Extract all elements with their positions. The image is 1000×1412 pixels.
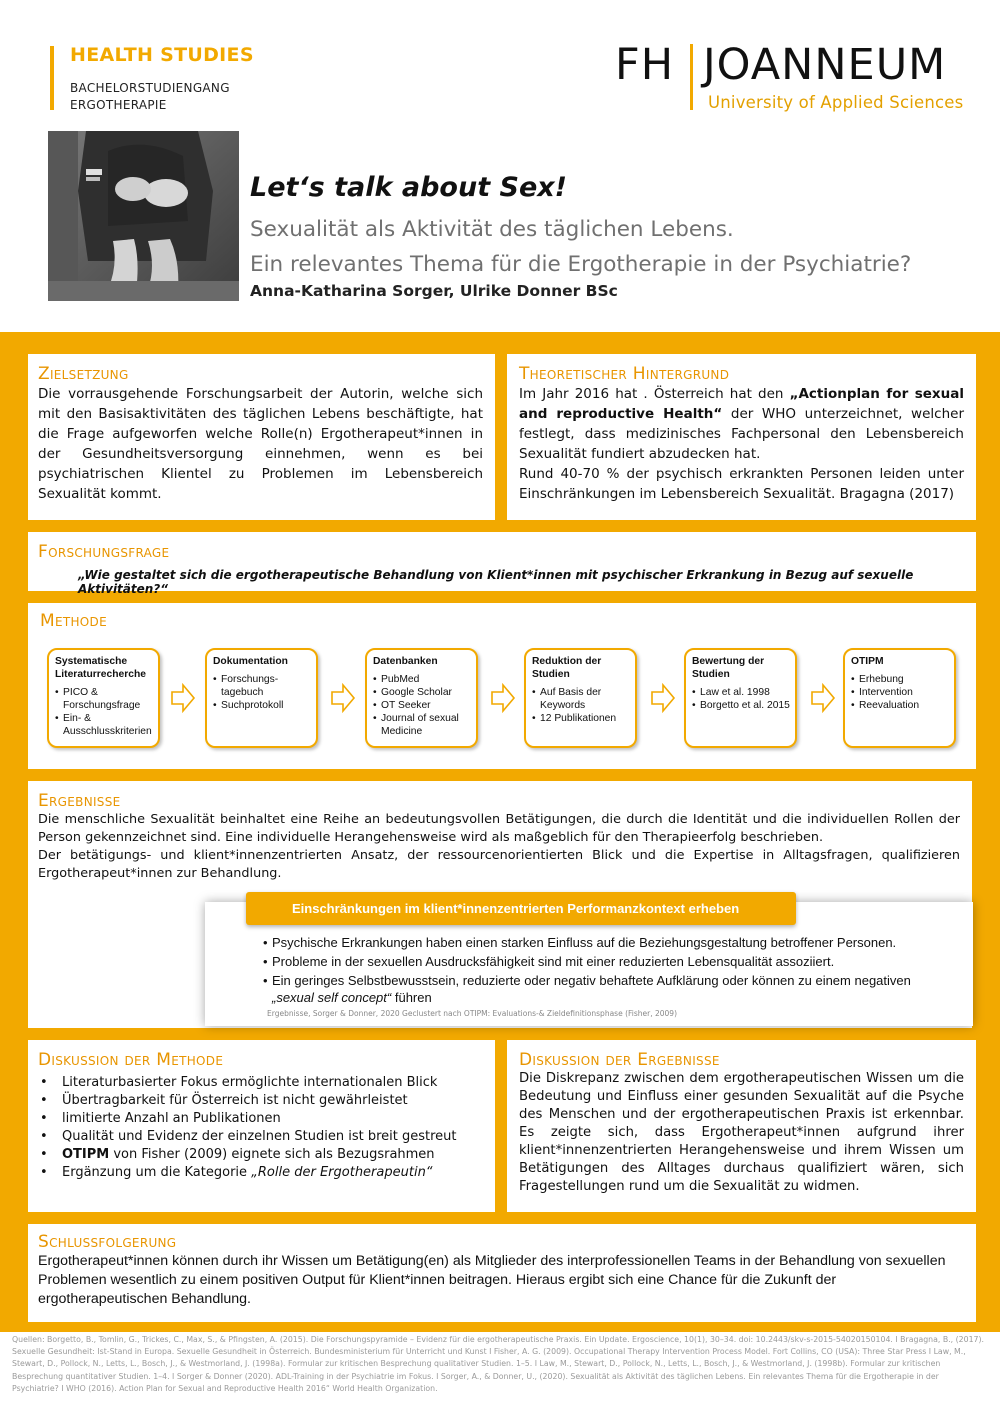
section-zielsetzung xyxy=(28,354,495,520)
list-item: • Ergänzung um die Kategorie „Rolle der Ergotherapeutin“ xyxy=(38,1164,483,1182)
method-step-datenbanken: Datenbanken • PubMed • Google Scholar • OT Seeker • Journal of sexual Medicine xyxy=(365,648,478,748)
poster-subtitle: Sexualität als Aktivität des täglichen Lebens. Ein relevantes Thema für die Ergotherapie in der Psychiatrie? xyxy=(250,217,912,277)
section-heading: Theoretischer Hintergrund xyxy=(519,364,730,384)
list-item: • Literaturbasierter Fokus ermöglichte internationalen Blick xyxy=(38,1074,483,1092)
method-step-reduktion: Reduktion der Studien • Auf Basis der Keywords • 12 Publikationen xyxy=(524,648,637,748)
research-question: „Wie gestaltet sich die ergotherapeutische Behandlung von Klient*innen mit psychischer Erkrankung in Bezug auf sexuelle Aktivitäten?“ xyxy=(78,568,914,596)
method-step-otipm: OTIPM • Erhebung • Intervention • Reevaluation xyxy=(843,648,956,748)
method-step-literaturrecherche: Systematische Literaturrecherche • PICO & Forschungsfrage • Ein- & Ausschlusskriterien xyxy=(47,648,160,748)
poster-title: Let‘s talk about Sex! xyxy=(250,172,567,203)
section-text: Die menschliche Sexualität beinhaltet eine Reihe an bedeutungsvollen Betätigungen, die durch die Identität und die individuellen Rollen der Person gekennzeichnet sind. Eine individuelle Herangehensweise wird als maßgeblich für den Therapieerfolg beschrieben. xyxy=(38,812,960,845)
callout-item: • Probleme in der sexuellen Ausdrucksfähigkeit sind mit einer reduzierten Lebensqualität assoziiert. xyxy=(260,953,940,970)
section-heading: Ergebnisse xyxy=(38,791,121,811)
arrow-right-icon xyxy=(650,683,676,713)
section-heading: Schlussfolgerung xyxy=(38,1232,177,1252)
logo-tagline: University of Applied Sciences xyxy=(708,93,964,112)
section-hintergrund xyxy=(507,354,976,520)
section-text-2: Rund 40-70 % der psychisch erkrankten Personen leiden unter Einschränkungen im Lebensbereich Sexualität. Bragagna (2017) xyxy=(519,466,964,502)
callout-title: Einschränkungen im klient*innenzentrierten Performanzkontext erheben xyxy=(246,892,796,925)
section-heading: Diskussion der Ergebnisse xyxy=(519,1050,720,1070)
section-text: Die vorrausgehende Forschungsarbeit der Autorin, welche sich mit den Basisaktivitäten des täglichen Lebens beschäftigte, hat die Frage aufgeworfen welche Rolle(n) Ergotherapeut*innen in der Gesundheitsversorgung einnehmen, wenn es bei psychiatrischen Klientel zu Problemen im Lebensbereich Sexualität kommt. xyxy=(38,386,483,502)
header-photo xyxy=(48,131,239,301)
method-step-dokumentation: Dokumentation • Forschungs-tagebuch • Suchprotokoll xyxy=(205,648,318,748)
joanneum-logo-text: JOANNEUM xyxy=(703,40,947,90)
section-heading: Methode xyxy=(40,611,107,631)
arrow-right-icon xyxy=(170,683,196,713)
section-heading: Zielsetzung xyxy=(38,364,129,384)
list-item: • Übertragbarkeit für Österreich ist nicht gewährleistet xyxy=(38,1092,483,1110)
section-schlussfolgerung xyxy=(28,1224,976,1322)
poster-authors: Anna-Katharina Sorger, Ulrike Donner BSc xyxy=(250,282,618,300)
logo-divider xyxy=(690,44,693,110)
method-step-bewertung: Bewertung der Studien • Law et al. 1998 • Borgetto et al. 2015 xyxy=(684,648,797,748)
list-item: • OTIPM von Fisher (2009) eignete sich als Bezugsrahmen xyxy=(38,1146,483,1164)
arrow-right-icon xyxy=(490,683,516,713)
arrow-right-icon xyxy=(810,683,836,713)
callout-source: Ergebnisse, Sorger & Donner, 2020 Geclustert nach OTIPM: Evaluations-& Zieldefinitionsphase (Fisher, 2009) xyxy=(267,1009,677,1018)
section-text: Die Diskrepanz zwischen dem ergotherapeutischen Wissen um die Bedeutung und Einfluss einer gesunden Sexualität auf die Psyche des Menschen und der ergotherapeutischen Praxis ist erkennbar. Es zeigte sich, dass Ergotherapeut*innen aufgrund ihrer klient*innenzentrierten Herangehensweise und ihrem Wissen um Betätigungen des Alltages durchaus qualifiziert wären, sich Fragestellungen rund um die Sexualität zu widmen. xyxy=(519,1071,964,1194)
arrow-right-icon xyxy=(330,683,356,713)
section-heading: Forschungsfrage xyxy=(38,542,170,562)
callout-item: • Ein geringes Selbstbewusstsein, reduzierte oder negativ behaftete Aufklärung oder können zu einem negativen „sexual self concept“ führen xyxy=(260,972,940,1006)
list-item: • limitierte Anzahl an Publikationen xyxy=(38,1110,483,1128)
callout-item: • Psychische Erkrankungen haben einen starken Einfluss auf die Beziehungsgestaltung betroffener Personen. xyxy=(260,934,940,951)
fh-logo-text: FH xyxy=(615,40,675,90)
section-text-2: Der betätigungs- und klient*innenzentrierten Ansatz, der ressourcenorientierten Blick und die Expertise in Alltagsfragen, qualifizieren Ergotherapeut*innen zur Behandlung. xyxy=(38,848,960,881)
list-item: • Qualität und Evidenz der einzelnen Studien ist breit gestreut xyxy=(38,1128,483,1146)
references: Quellen: Borgetto, B., Tomlin, G., Trickes, C., Max, S., & Pfingsten, A. (2015). Die Forschungspyramide – Evidenz für die ergotherapeutische Praxis. Ein Update. Ergoscience, 10(1), 30–34. doi: 10.2443/skv-s-2015-54020150104. I Bragagna, B., (2017). Sexuelle Gesundheit: Ist-Stand in Europa. Sexuelle Gesundheit in Österreich. Bundesministerium für Unterricht und Kunst I Fisher, A. G. (2009). Occupational Therapy Intervention Process Model. Fort Collins, CO (USA): Three Star Press I Law, M., Stewart, D., Pollock, N., Letts, L., Bosch, J., & Westmorland, J. (1998a). Formular zur kritischen Besprechung qualitativer Studien. 1–5. I Law, M., Stewart, D., Pollock, N., Letts, L., Bosch, J., & Westmorland, J. (1998b). Formular zur kritischen Besprechung quantitativer Studien. 1–4. I Sorger & Donner (2020). ADL-Training in der Psychiatrie im Fokus. I Sorger, A., & Donner, U., (2020). Sexualität als Aktivität des täglichen Lebens. Ein relevantes Thema für die Ergotherapie in der Psychiatrie? I WHO (2016). Action Plan for Sexual and Reproductive Health 2016“ World Health Organization. xyxy=(12,1335,985,1393)
section-heading: Diskussion der Methode xyxy=(38,1050,224,1070)
section-text: Ergotherapeut*innen können durch ihr Wissen um Betätigung(en) als Mitglieder des interprofessionellen Teams in der Behandlung von sexuellen Problemen wesentlich zu einem positiven Output für Klient*innen beitragen. Hieraus ergibt sich eine Chance für die Zukunft der ergotherapeutischen Behandlung. xyxy=(38,1253,946,1307)
section-forschungsfrage xyxy=(28,532,976,596)
poster-header xyxy=(0,0,1000,332)
section-text: Im Jahr 2016 hat . Österreich hat den „Actionplan for sexual and reproductive Health“ der WHO unterzeichnet, welcher festlegt, dass medizinisches Fachpersonal den Lebensbereich Sexualität fundiert abzudecken hat. xyxy=(519,386,964,462)
section-diskussion-ergebnisse xyxy=(507,1040,976,1212)
institute-title: HEALTH STUDIES xyxy=(70,44,254,66)
header-accent-bar xyxy=(50,46,54,110)
section-diskussion-methode xyxy=(28,1040,495,1212)
program-name: BACHELORSTUDIENGANG ERGOTHERAPIE xyxy=(70,81,230,112)
